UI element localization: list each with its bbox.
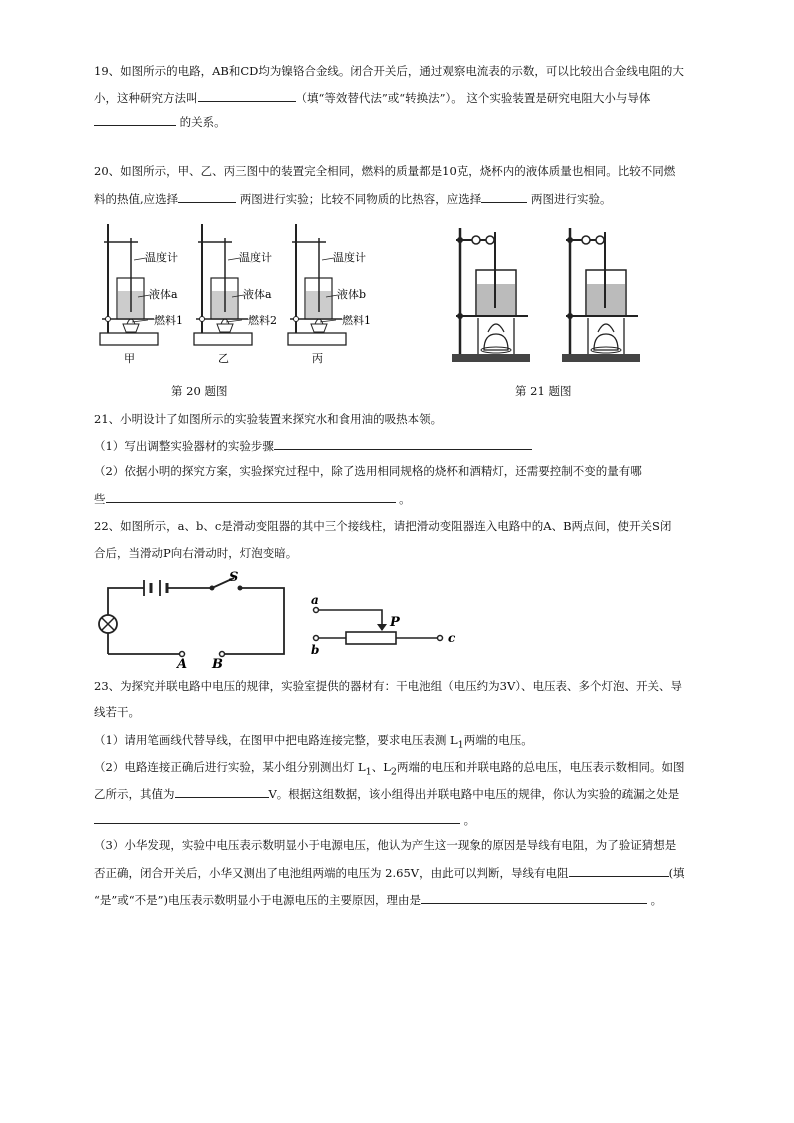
q23-line-2: 线若干。 [94, 705, 140, 719]
q23-text: 。 [650, 893, 663, 907]
q20-line-1: 20、如图所示，甲、乙、丙三图中的装置完全相同，燃料的质量都是10克，烧杯内的液体质量也相同。比较不同燃 [94, 164, 676, 178]
q22-line-2: 合后，当滑动P向右滑动时，灯泡变暗。 [94, 546, 298, 560]
q23-blank-oversight[interactable] [94, 811, 460, 824]
rheostat-terminal-b[interactable] [314, 636, 319, 641]
label-P: P [390, 615, 400, 630]
q21-text: 些 [94, 492, 106, 506]
q23-blank-voltage[interactable] [175, 785, 269, 798]
figure-22 [94, 568, 474, 672]
circuit-diagram [108, 578, 284, 654]
label-fuel: 燃料2 [248, 314, 277, 327]
q21-line-3: （2）依据小明的探究方案，实验探究过程中，除了选用相同规格的烧杯和酒精灯，还需要控制不变的量有哪 [94, 464, 642, 478]
apparatus-jia [100, 224, 158, 345]
label-liquid: 液体b [337, 288, 367, 301]
q23-text: 两端的电压。 [463, 733, 533, 747]
q23-text: V。根据这组数据，该小组得出并联电路中电压的规律，你认为实验的疏漏之处是 [268, 787, 680, 801]
q19-text: 小，这种研究方法叫 [94, 91, 198, 105]
q20-blank-heat-value[interactable] [178, 190, 236, 203]
q19-line-2 [94, 89, 650, 106]
q19-text: 的关系。 [179, 115, 226, 129]
label-apparatus-name: 乙 [218, 352, 229, 365]
q19-line-1: 19、如图所示的电路，AB和CD均为镍铬合金线。闭合开关后，通过观察电流表的示数，可以比较出合金线电阻的大 [94, 64, 684, 78]
rheostat-diagram [316, 610, 440, 644]
label-A: A [177, 657, 188, 672]
q22-line-1: 22、如图所示，a、b、c是滑动变阻器的其中三个接线柱，请把滑动变阻器连入电路中的A、B两点间，使开关S闭 [94, 519, 672, 533]
q23-text: 两端的电压和并联电路的总电压，电压表示数相同。如图 [396, 760, 685, 774]
q23-line-4 [94, 759, 684, 780]
q23-blank-is-cause[interactable] [569, 864, 669, 877]
label-c: c [448, 631, 456, 645]
q23-line-9 [94, 891, 662, 908]
subscript: 1 [457, 739, 464, 751]
terminal-A[interactable] [180, 652, 185, 657]
q20-text: 料的热值,应选择 [94, 192, 179, 206]
q23-line-6 [94, 811, 475, 828]
label-apparatus-name: 丙 [312, 352, 323, 365]
label-thermometer: 温度计 [239, 251, 272, 264]
rheostat-terminal-a[interactable] [314, 608, 319, 613]
label-liquid: 液体a [243, 288, 272, 301]
q21-line-2 [94, 437, 532, 454]
q21-line-4 [94, 490, 411, 507]
q23-text: 乙所示，其值为 [94, 787, 175, 801]
q23-text: （1）请用笔画线代替导线，在图甲中把电路连接完整，要求电压表测 L [94, 733, 458, 747]
q23-text: 。 [463, 813, 476, 827]
q23-line-1: 23、为探究并联电路中电压的规律，实验室提供的器材有：干电池组（电压约为3V）、电压表、多个灯泡、开关、导 [94, 679, 682, 693]
q23-text: 、L [371, 760, 391, 774]
q21-blank-controlled[interactable] [106, 490, 396, 503]
q21-line-1: 21、小明设计了如图所示的实验装置来探究水和食用油的吸热本领。 [94, 412, 443, 426]
q23-text: （2）电路连接正确后进行实验，某小组分别测出灯 L [94, 760, 366, 774]
label-switch-S: S [229, 570, 239, 585]
q20-blank-specific-heat[interactable] [481, 190, 527, 203]
label-liquid: 液体a [149, 288, 178, 301]
q23-text: “是”或“不是”)电压表示数明显小于电源电压的主要原因，理由是 [94, 893, 421, 907]
q23-blank-reason[interactable] [421, 891, 647, 904]
q21-blank-steps[interactable] [274, 437, 532, 450]
q20-line-2 [94, 190, 611, 207]
q23-line-7: （3）小华发现，实验中电压表示数明显小于电源电压，他认为产生这一现象的原因是导线有电阻，为了验证猜想是 [94, 838, 677, 852]
figure-20 [94, 216, 374, 368]
subscript: 1 [365, 766, 372, 778]
q23-line-5 [94, 785, 679, 802]
rheostat-terminal-c[interactable] [438, 636, 443, 641]
figure-21 [446, 218, 664, 370]
q19-blank-method[interactable] [198, 89, 296, 102]
q19-blank-relation[interactable] [94, 113, 176, 126]
caption-fig-21: 第 21 题图 [515, 384, 572, 398]
q19-text: （填“等效替代法”或“转换法”）。 这个实验装置是研究电阻大小与导体 [295, 91, 651, 105]
label-fuel: 燃料1 [154, 314, 183, 327]
q19-line-3 [94, 113, 226, 130]
label-thermometer: 温度计 [145, 251, 178, 264]
label-thermometer: 温度计 [333, 251, 366, 264]
label-apparatus-name: 甲 [124, 352, 135, 365]
q21-text: 。 [399, 492, 411, 506]
q20-text: 两图进行实验；比较不同物质的比热容，应选择 [239, 192, 482, 206]
q23-line-8 [94, 864, 685, 881]
q23-line-3 [94, 732, 533, 753]
q21-text: （1）写出调整实验器材的实验步骤 [94, 439, 274, 453]
q20-text: 两图进行实验。 [530, 192, 612, 206]
q23-text: (填 [668, 866, 685, 880]
terminal-B[interactable] [220, 652, 225, 657]
label-fuel: 燃料1 [342, 314, 371, 327]
caption-fig-20: 第 20 题图 [171, 384, 228, 398]
subscript: 2 [390, 766, 397, 778]
label-B: B [212, 657, 223, 672]
q23-text: 否正确，闭合开关后，小华又测出了电池组两端的电压为 2.65V，由此可以判断，导线有电阻 [94, 866, 569, 880]
label-a: a [311, 593, 319, 607]
label-b: b [311, 643, 320, 657]
